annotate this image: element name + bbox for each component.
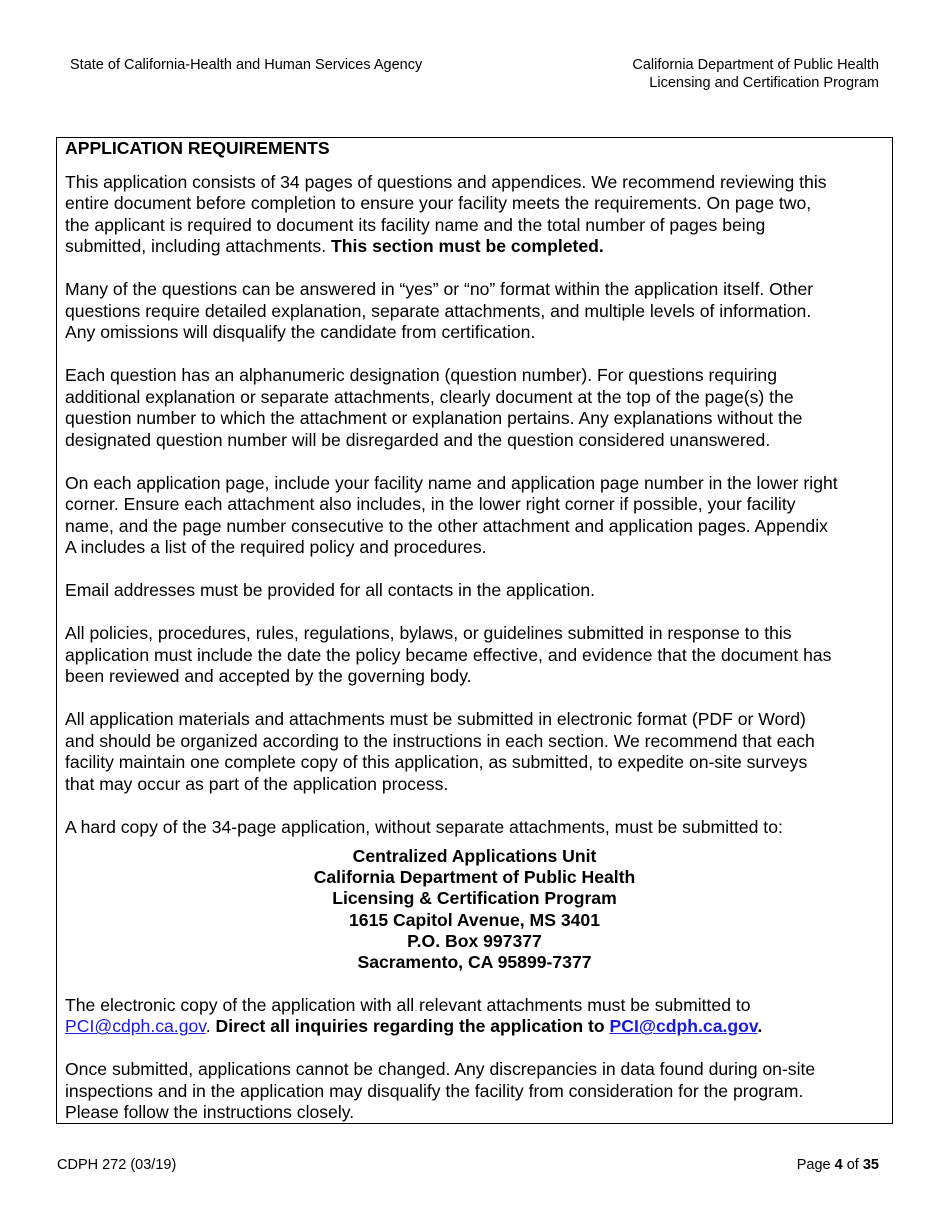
inquiries-notice: Direct all inquiries regarding the application to xyxy=(215,1016,610,1037)
text-line: corner. Ensure each attachment also includes, in the lower right corner if possible, your facility xyxy=(65,494,796,514)
address-line: Sacramento, CA 95899-7377 xyxy=(357,952,592,973)
paragraph-email-requirement xyxy=(65,580,884,602)
text-line: Each question has an alphanumeric designation (question number). For questions requiring xyxy=(65,365,777,385)
page-of: of xyxy=(842,1157,863,1173)
text-line: application must include the date the policy became effective, and evidence that the document has xyxy=(65,644,832,665)
section-title: APPLICATION REQUIREMENTS xyxy=(65,138,330,158)
inquiries-email-link[interactable]: PCI@cdph.ca.gov xyxy=(609,1016,758,1037)
address-line: Centralized Applications Unit xyxy=(352,846,597,866)
text-line: questions require detailed explanation, separate attachments, and multiple levels of information. xyxy=(65,300,812,321)
address-line: Licensing & Certification Program xyxy=(332,888,617,909)
text-line: Many of the questions can be answered in “yes” or “no” format within the application itself. Other xyxy=(65,279,814,299)
paragraph-policies xyxy=(65,623,884,688)
address-line: 1615 Capitol Avenue, MS 3401 xyxy=(349,909,600,930)
text-line: been reviewed and accepted by the governing body. xyxy=(65,666,472,686)
page-total: 35 xyxy=(862,1157,879,1173)
text-line: On each application page, include your facility name and application page number in the lower right xyxy=(65,472,838,493)
paragraph-final-notice xyxy=(65,1059,884,1124)
required-notice: This section must be completed. xyxy=(331,236,604,256)
text-segment: submitted, including attachments. xyxy=(65,236,332,256)
form-id: CDPH 272 (03/19) xyxy=(57,1157,177,1173)
paragraph-overview xyxy=(65,172,884,258)
header-department xyxy=(632,56,879,92)
text-line xyxy=(65,1016,884,1038)
header-program-name: Licensing and Certification Program xyxy=(649,75,879,91)
text-line: question number to which the attachment or explanation pertains. Any explanations without the xyxy=(65,408,803,428)
text-line: This application consists of 34 pages of questions and appendices. We recommend reviewing this xyxy=(65,171,827,192)
text-line: that may occur as part of the application process. xyxy=(65,773,449,794)
text-line: The electronic copy of the application with all relevant attachments must be submitted to xyxy=(65,994,751,1015)
text-line: and should be organized according to the instructions in each section. We recommend that each xyxy=(65,730,815,751)
paragraph-hard-copy xyxy=(65,817,884,839)
text-line: All policies, procedures, rules, regulations, bylaws, or guidelines submitted in response to this xyxy=(65,623,792,643)
text-line: the applicant is required to document its facility name and the total number of pages being xyxy=(65,214,766,235)
paragraph-answer-format xyxy=(65,279,884,344)
text-line xyxy=(65,236,884,258)
text-line: designated question number will be disregarded and the question considered unanswered. xyxy=(65,429,771,450)
paragraph-electronic-submission xyxy=(65,995,884,1038)
email-link[interactable]: PCI@cdph.ca.gov xyxy=(65,1016,206,1037)
header-agency: State of California-Health and Human Services Agency xyxy=(70,57,423,73)
paragraph-question-numbers xyxy=(65,365,884,451)
page-number xyxy=(797,1156,879,1174)
text-line: A includes a list of the required policy and procedures. xyxy=(65,537,487,557)
header-department-name: California Department of Public Health xyxy=(632,57,879,73)
address-line: P.O. Box 997377 xyxy=(407,930,542,951)
address-line: California Department of Public Health xyxy=(313,867,636,888)
text-line: facility maintain one complete copy of this application, as submitted, to expedite on-site surveys xyxy=(65,752,808,772)
text-line: additional explanation or separate attachments, clearly document at the top of the page(s) the xyxy=(65,386,794,407)
text-line: A hard copy of the 34-page application, without separate attachments, must be submitted to: xyxy=(65,816,783,837)
text-segment: . xyxy=(205,1016,216,1037)
text-line: Please follow the instructions closely. xyxy=(65,1102,355,1123)
page-label: Page xyxy=(796,1157,835,1173)
text-line: name, and the page number consecutive to the other attachment and application pages. Appendix xyxy=(65,515,828,536)
paragraph-page-numbering xyxy=(65,473,884,559)
text-segment: . xyxy=(757,1016,763,1037)
mailing-address xyxy=(65,846,884,973)
page-current: 4 xyxy=(834,1157,843,1173)
text-line: inspections and in the application may disqualify the facility from consideration for the program. xyxy=(65,1080,804,1101)
text-line: entire document before completion to ensure your facility meets the requirements. On page two, xyxy=(65,193,812,213)
text-line: Email addresses must be provided for all contacts in the application. xyxy=(65,580,596,600)
text-line: Any omissions will disqualify the candidate from certification. xyxy=(65,322,536,342)
text-line: Once submitted, applications cannot be changed. Any discrepancies in data found during on-site xyxy=(65,1059,816,1080)
paragraph-electronic-format xyxy=(65,709,884,795)
text-line: All application materials and attachments must be submitted in electronic format (PDF or Word) xyxy=(65,709,806,729)
application-requirements-box xyxy=(56,137,893,1124)
